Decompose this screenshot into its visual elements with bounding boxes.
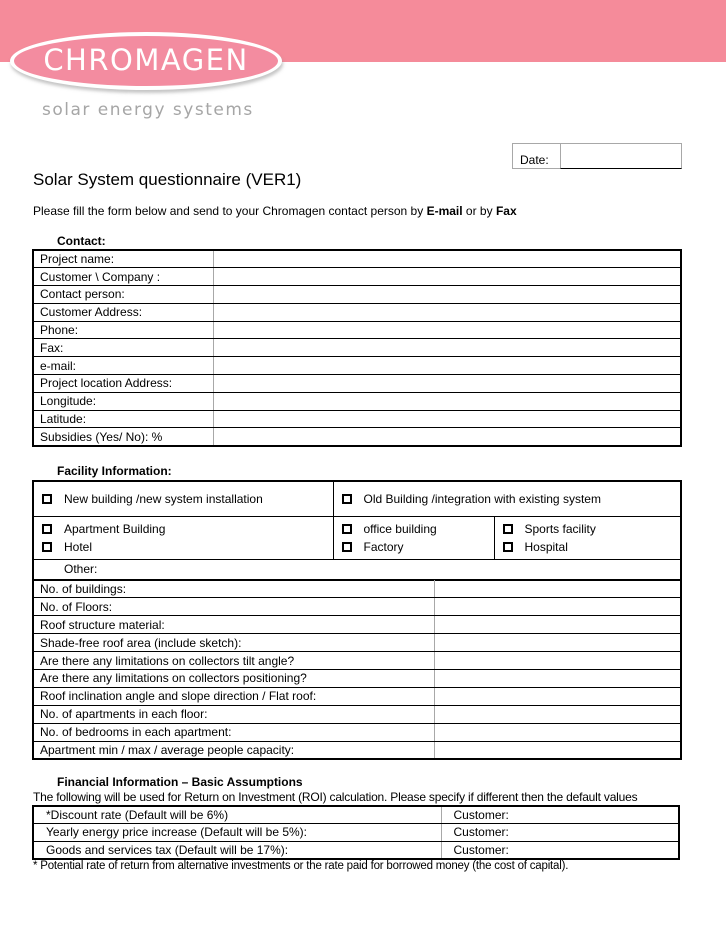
old-building-option[interactable] [333, 481, 681, 516]
table-row [33, 652, 681, 670]
option-label: Hospital [524, 539, 568, 554]
option-label: office building [363, 521, 437, 536]
checkbox-icon[interactable] [42, 494, 52, 504]
table-row [33, 268, 681, 286]
energy-price-field[interactable]: Customer: [441, 824, 679, 842]
option-label: New building /new system installation [64, 491, 263, 506]
sports-facility-option[interactable] [501, 520, 681, 538]
table-row [33, 669, 681, 687]
facility-details-table [32, 580, 682, 760]
company-field[interactable] [213, 268, 681, 286]
table-row [33, 410, 681, 428]
option-label: Sports facility [524, 521, 596, 536]
intro-prefix: Please fill the form below and send to your Chromagen contact person by [33, 204, 427, 218]
hotel-option[interactable] [40, 538, 333, 556]
field-label: Contact person: [33, 286, 213, 304]
field-label: Customer Address: [33, 303, 213, 321]
checkbox-icon[interactable] [503, 542, 513, 552]
intro-text [33, 204, 517, 218]
checkbox-icon[interactable] [342, 542, 352, 552]
customer-address-field[interactable] [213, 303, 681, 321]
table-row [33, 723, 681, 741]
date-field[interactable] [560, 143, 682, 169]
factory-option[interactable] [340, 538, 494, 556]
positioning-limit-field[interactable] [434, 669, 681, 687]
date-label: Date: [512, 143, 560, 169]
table-row [33, 687, 681, 705]
checkbox-icon[interactable] [342, 524, 352, 534]
field-label: Project location Address: [33, 375, 213, 393]
table-row [33, 303, 681, 321]
checkbox-icon[interactable] [503, 524, 513, 534]
field-label: No. of buildings: [33, 580, 434, 598]
intro-fax: Fax [495, 204, 517, 218]
contact-table [32, 249, 682, 447]
building-type-col-3 [494, 516, 681, 559]
table-row [33, 339, 681, 357]
table-row [33, 580, 681, 598]
option-label: Old Building /integration with existing system [363, 491, 601, 506]
apartments-per-floor-field[interactable] [434, 705, 681, 723]
table-row [33, 824, 679, 842]
facility-heading: Facility Information: [57, 464, 172, 478]
field-label: No. of Floors: [33, 598, 434, 616]
fax-field[interactable] [213, 339, 681, 357]
other-field[interactable]: Other: [33, 559, 681, 580]
financial-heading: Financial Information – Basic Assumptions [57, 775, 303, 789]
field-label: Fax: [33, 339, 213, 357]
field-label: Goods and services tax (Default will be 17%): [46, 842, 289, 857]
latitude-field[interactable] [213, 410, 681, 428]
table-row [33, 705, 681, 723]
financial-note: The following will be used for Return on Investment (ROI) calculation. Please specify if different then the default values [33, 790, 638, 804]
checkbox-icon[interactable] [42, 524, 52, 534]
floors-count-field[interactable] [434, 598, 681, 616]
field-label: Shade-free roof area (include sketch): [33, 634, 434, 652]
table-row [33, 598, 681, 616]
capacity-field[interactable] [434, 741, 681, 759]
field-label: Project name: [33, 250, 213, 268]
hospital-option[interactable] [501, 538, 681, 556]
brand-name: CHROMAGEN [43, 43, 249, 77]
project-name-field[interactable] [213, 250, 681, 268]
checkbox-icon[interactable] [342, 494, 352, 504]
table-row [33, 741, 681, 759]
project-location-field[interactable] [213, 375, 681, 393]
table-row [33, 841, 679, 859]
office-building-option[interactable] [340, 520, 494, 538]
page-title: Solar System questionnaire (VER1) [33, 170, 302, 189]
field-label: Longitude: [33, 392, 213, 410]
intro-email: E-mail [426, 204, 463, 218]
longitude-field[interactable] [213, 392, 681, 410]
roof-area-field[interactable] [434, 634, 681, 652]
building-type-col-2 [333, 516, 494, 559]
field-label: Roof structure material: [33, 616, 434, 634]
field-label: Yearly energy price increase (Default will be 5%): [33, 824, 441, 842]
roof-inclination-field[interactable] [434, 687, 681, 705]
table-row [33, 634, 681, 652]
chromagen-logo [10, 32, 282, 90]
field-label: Roof inclination angle and slope direction / Flat roof: [33, 687, 434, 705]
intro-middle: or by [462, 204, 496, 218]
roof-material-field[interactable] [434, 616, 681, 634]
field-label: Subsidies (Yes/ No): % [40, 429, 163, 444]
field-label: No. of apartments in each floor: [33, 705, 434, 723]
tilt-limit-field[interactable] [434, 652, 681, 670]
checkbox-icon[interactable] [42, 542, 52, 552]
email-field[interactable] [213, 357, 681, 375]
buildings-count-field[interactable] [434, 580, 681, 598]
field-label: Latitude: [33, 410, 213, 428]
option-label: Factory [363, 539, 404, 554]
table-row [33, 357, 681, 375]
field-label: Apartment min / max / average people capacity: [40, 742, 295, 757]
new-building-option[interactable] [33, 481, 333, 516]
date-box [512, 143, 682, 169]
option-label: Hotel [64, 539, 93, 554]
option-label: Apartment Building [64, 521, 166, 536]
contact-person-field[interactable] [213, 286, 681, 304]
brand-tagline: solar energy systems [42, 100, 254, 120]
table-row [33, 616, 681, 634]
bedrooms-field[interactable] [434, 723, 681, 741]
table-row [33, 428, 681, 446]
table-row [33, 516, 681, 559]
phone-field[interactable] [213, 321, 681, 339]
field-label: *Discount rate (Default will be 6%) [33, 806, 441, 824]
subsidies-field[interactable] [213, 428, 681, 446]
field-label: No. of bedrooms in each apartment: [33, 723, 434, 741]
contact-heading: Contact: [57, 234, 106, 248]
apartment-building-option[interactable] [40, 520, 333, 538]
field-label: Customer \ Company : [33, 268, 213, 286]
discount-rate-field[interactable]: Customer: [441, 806, 679, 824]
table-row [33, 375, 681, 393]
footnote: * Potential rate of return from alternative investments or the rate paid for borrowed money (the cost of capital). [33, 860, 569, 872]
field-label: Are there any limitations on collectors tilt angle? [33, 652, 434, 670]
table-row [33, 481, 681, 516]
tax-field[interactable]: Customer: [441, 841, 679, 859]
table-row [33, 806, 679, 824]
building-type-col-1 [33, 516, 333, 559]
facility-type-table [32, 480, 682, 581]
field-label: Phone: [33, 321, 213, 339]
table-row [33, 559, 681, 580]
table-row [33, 392, 681, 410]
table-row [33, 286, 681, 304]
financial-table [32, 805, 680, 860]
field-label: e-mail: [33, 357, 213, 375]
table-row [33, 321, 681, 339]
field-label: Are there any limitations on collectors positioning? [33, 669, 434, 687]
table-row [33, 250, 681, 268]
